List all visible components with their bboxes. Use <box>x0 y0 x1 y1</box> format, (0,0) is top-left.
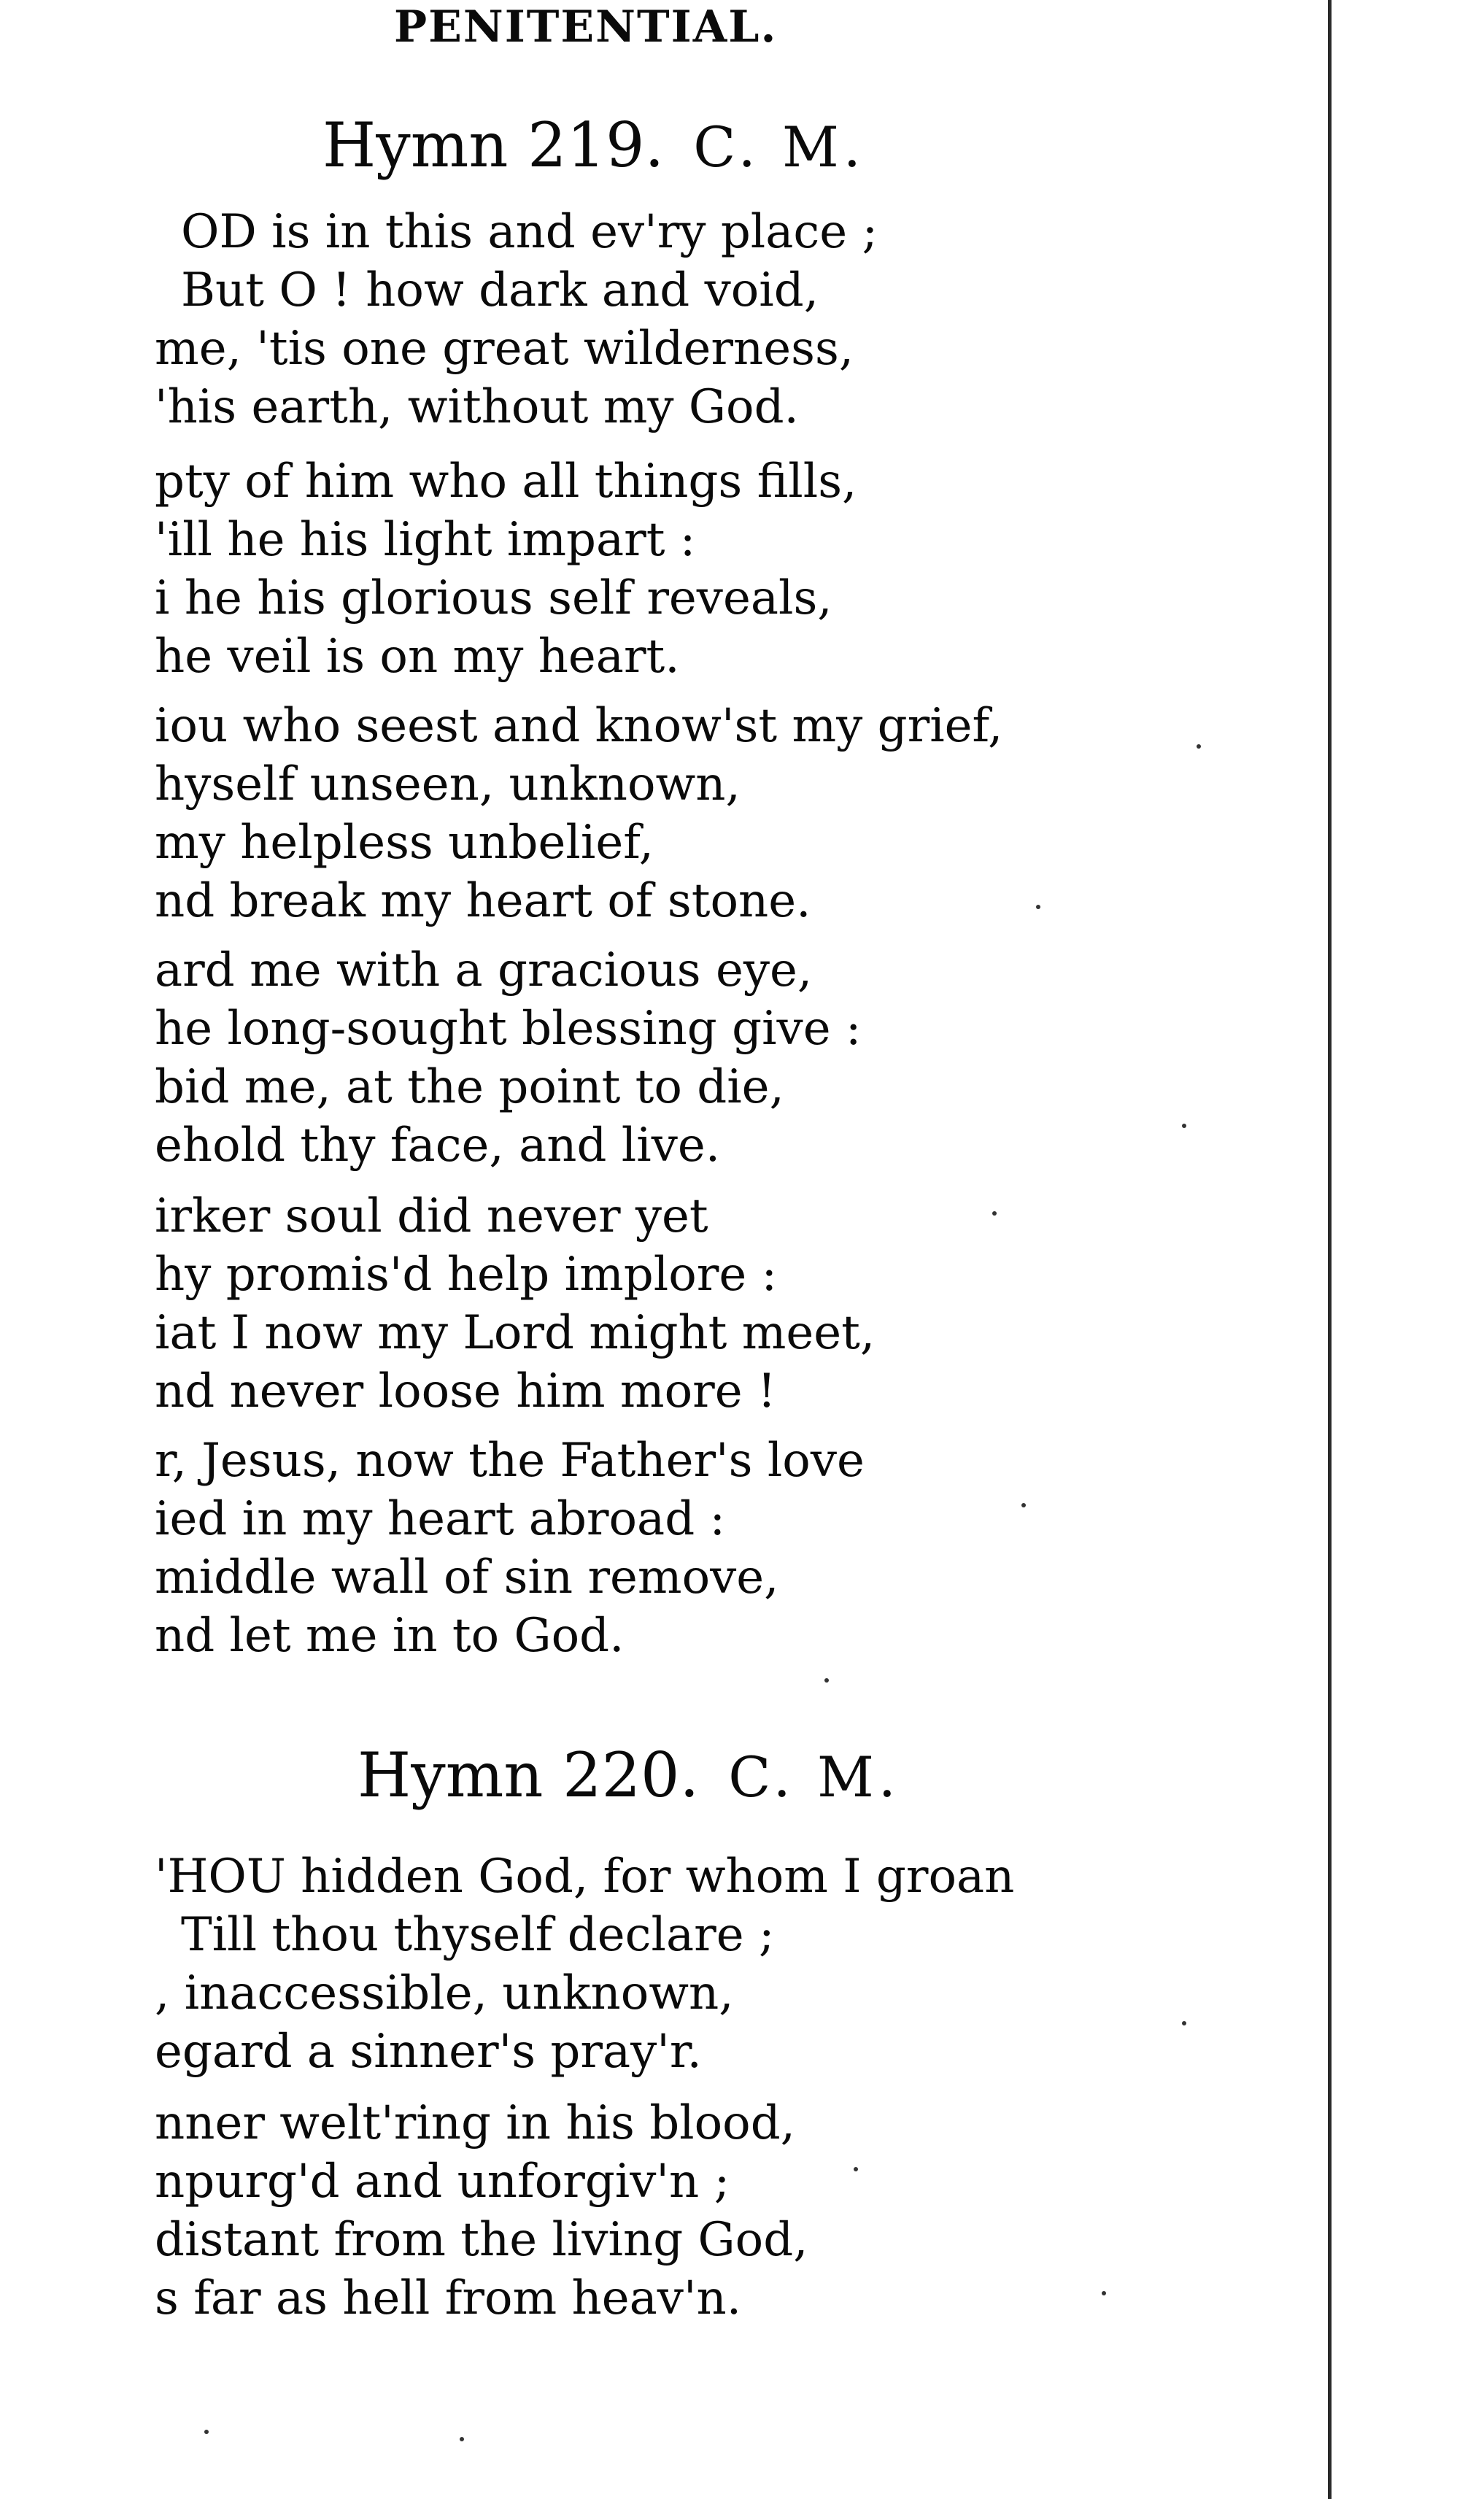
verse-line: hyself unseen, unknown, <box>155 757 741 811</box>
verse-line: bid me, at the point to die, <box>155 1060 784 1114</box>
verse-line: pty of him who all things fills, <box>155 455 857 509</box>
verse-line: Till thou thyself declare ; <box>181 1908 775 1962</box>
verse-line: egard a sinner's pray'r. <box>155 2025 702 2079</box>
verse-line: iat I now my Lord might meet, <box>155 1306 876 1360</box>
verse-line: nd never loose him more ! <box>155 1364 776 1418</box>
scan-speck <box>1021 1503 1026 1507</box>
verse-line: irker soul did never yet <box>155 1189 708 1243</box>
hymn-meter: C. M. <box>728 1745 900 1809</box>
verse-line: 'HOU hidden God, for whom I groan <box>155 1850 1015 1904</box>
stanza <box>155 452 857 686</box>
verse-line: iou who seest and know'st my grief, <box>155 699 1003 753</box>
stanza <box>155 203 878 436</box>
verse-line: nner welt'ring in his blood, <box>155 2096 795 2150</box>
verse-line: my helpless unbelief, <box>155 816 654 870</box>
stanza <box>155 1432 865 1665</box>
verse-line: i he his glorious self reveals, <box>155 571 832 625</box>
scan-speck <box>1182 2021 1186 2025</box>
verse-line: he long-sought blessing give : <box>155 1002 862 1056</box>
verse-line: r, Jesus, now the Father's love <box>155 1434 865 1488</box>
verse-line: npurg'd and unforgiv'n ; <box>155 2155 730 2209</box>
verse-line: , inaccessible, unknown, <box>155 1966 734 2020</box>
scan-speck <box>1182 1124 1186 1128</box>
stanza <box>155 697 1002 930</box>
scan-speck <box>204 2430 209 2434</box>
stanza <box>155 1847 1014 2081</box>
hymn-meter: C. M. <box>693 115 865 179</box>
verse-line: s far as hell from heav'n. <box>155 2271 742 2325</box>
verse-line: ard me with a gracious eye, <box>155 943 813 997</box>
verse-line: he veil is on my heart. <box>155 630 680 684</box>
verse-line: hy promis'd help implore : <box>155 1248 778 1302</box>
verse-line: But O ! how dark and void, <box>181 263 819 317</box>
verse-line: 'his earth, without my God. <box>155 380 799 434</box>
page-edge-rule <box>1328 0 1332 2499</box>
scan-speck <box>460 2437 464 2441</box>
verse-line: 'ill he his light impart : <box>155 513 696 567</box>
verse-line: OD is in this and ev'ry place ; <box>181 205 878 259</box>
hymn-title <box>322 109 865 181</box>
scan-speck <box>854 2167 858 2171</box>
scan-speck <box>1036 905 1040 909</box>
verse-line: middle wall of sin remove, <box>155 1550 779 1604</box>
hymn-number: Hymn 220. <box>358 1739 700 1811</box>
hymn-title <box>358 1739 900 1811</box>
stanza <box>155 1187 875 1421</box>
verse-line: ehold thy face, and live. <box>155 1119 721 1173</box>
verse-line: nd break my heart of stone. <box>155 874 811 928</box>
scan-speck <box>1102 2291 1106 2295</box>
verse-line: distant from the living God, <box>155 2213 808 2267</box>
verse-line: nd let me in to God. <box>155 1609 625 1663</box>
scan-speck <box>992 1211 997 1216</box>
running-head: PENITENTIAL. <box>394 1 778 53</box>
verse-line: me, 'tis one great wilderness, <box>155 322 854 376</box>
scan-speck <box>1197 744 1201 749</box>
scan-speck <box>824 1678 829 1683</box>
hymn-number: Hymn 219. <box>322 109 665 181</box>
stanza <box>155 941 861 1175</box>
verse-line: ied in my heart abroad : <box>155 1492 726 1546</box>
stanza <box>155 2094 808 2328</box>
